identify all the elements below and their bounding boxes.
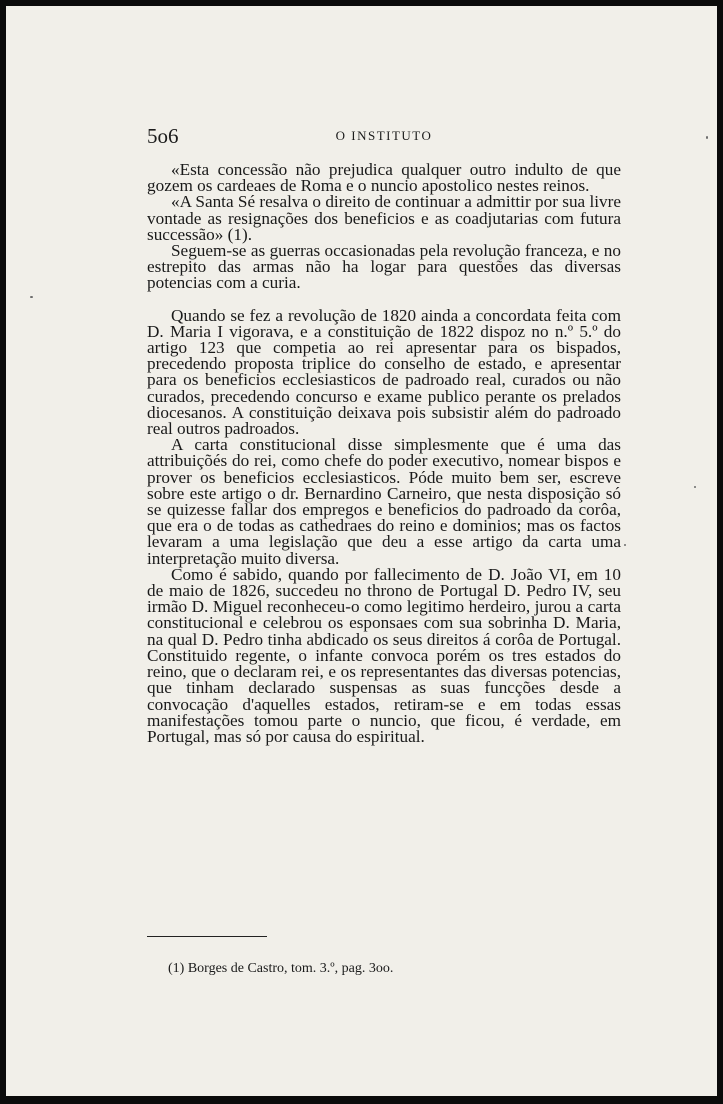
paragraph: Quando se fez a revolução de 1820 ainda a concordata feita com D. Maria I vigorava, e a constituição de 1822 dispoz no n.º 5.º do artigo 123 que competia ao rei apresentar para os bispados, precedendo proposta triplice do conselho de estado, e apresentar para os beneficios ecclesiasticos de padroado real, curados ou não curados, precedendo concurso e exame publico perante os prelados diocesanos. A constituição deixava pois subsistir além do padroado real outros padroados.: [147, 305, 621, 439]
paragraph: Como é sabido, quando por fallecimento de D. João VI, em 10 de maio de 1826, succedeu no throno de Portugal D. Pedro IV, seu irmão D. Miguel reconheceu-o como legitimo herdeiro, jurou a carta constitucional e celebrou os esponsaes com sua sobrinha D. Maria, na qual D. Pedro tinha abdicado os seus direitos á corôa de Portugal. Constituido regente, o infante convoca porém os tres estados do reino, que o declaram rei, e os representantes das diversas potencias, que tinham declarado suspensas as suas funcções desde a convocação d'aquelles estados, retiram-se e em todas essas manifestações tomou parte o nuncio, que ficou, é verdade, em Portugal, mas só por causa do espiritual.: [147, 564, 621, 746]
paragraph: «A Santa Sé resalva o direito de continuar a admittir por sua livre vontade as resignações dos beneficios e as coadjutarias com futura successão» (1).: [147, 192, 621, 244]
page-header: [147, 124, 621, 150]
paper-speck: [624, 544, 626, 546]
running-title: O INSTITUTO: [335, 128, 433, 143]
body-text: [147, 162, 621, 745]
footnote-rule: [147, 936, 267, 937]
paper-speck: [30, 296, 33, 298]
page-number: 5o6: [147, 124, 179, 148]
footnote: (1) Borges de Castro, tom. 3.º, pag. 3oo.: [168, 961, 394, 976]
paper-speck: [694, 486, 696, 488]
paper-speck: [706, 136, 708, 139]
document-page: [6, 6, 717, 1096]
paragraph: Seguem-se as guerras occasionadas pela revolução franceza, e no estrepito das armas não ha logar para questões das diversas potencias com a curia.: [147, 241, 621, 293]
paragraph: «Esta concessão não prejudica qualquer outro indulto de que gozem os cardeaes de Roma e o nuncio apostolico nestes reinos.: [147, 160, 621, 196]
paragraph: A carta constitucional disse simplesmente que é uma das attribuiçõés do rei, como chefe do poder executivo, nomear bispos e prover os beneficios ecclesiasticos. Póde muito bem ser, escreve sobre este artigo o dr. Bernardino Carneiro, que nesta disposição só se quizesse fallar dos empregos e beneficios do padroado da corôa, que era o de todas as cathedraes do reino e dominios; mas os factos levaram a uma legislação que deu a esse artigo da carta uma interpretação muito diversa.: [147, 435, 621, 568]
